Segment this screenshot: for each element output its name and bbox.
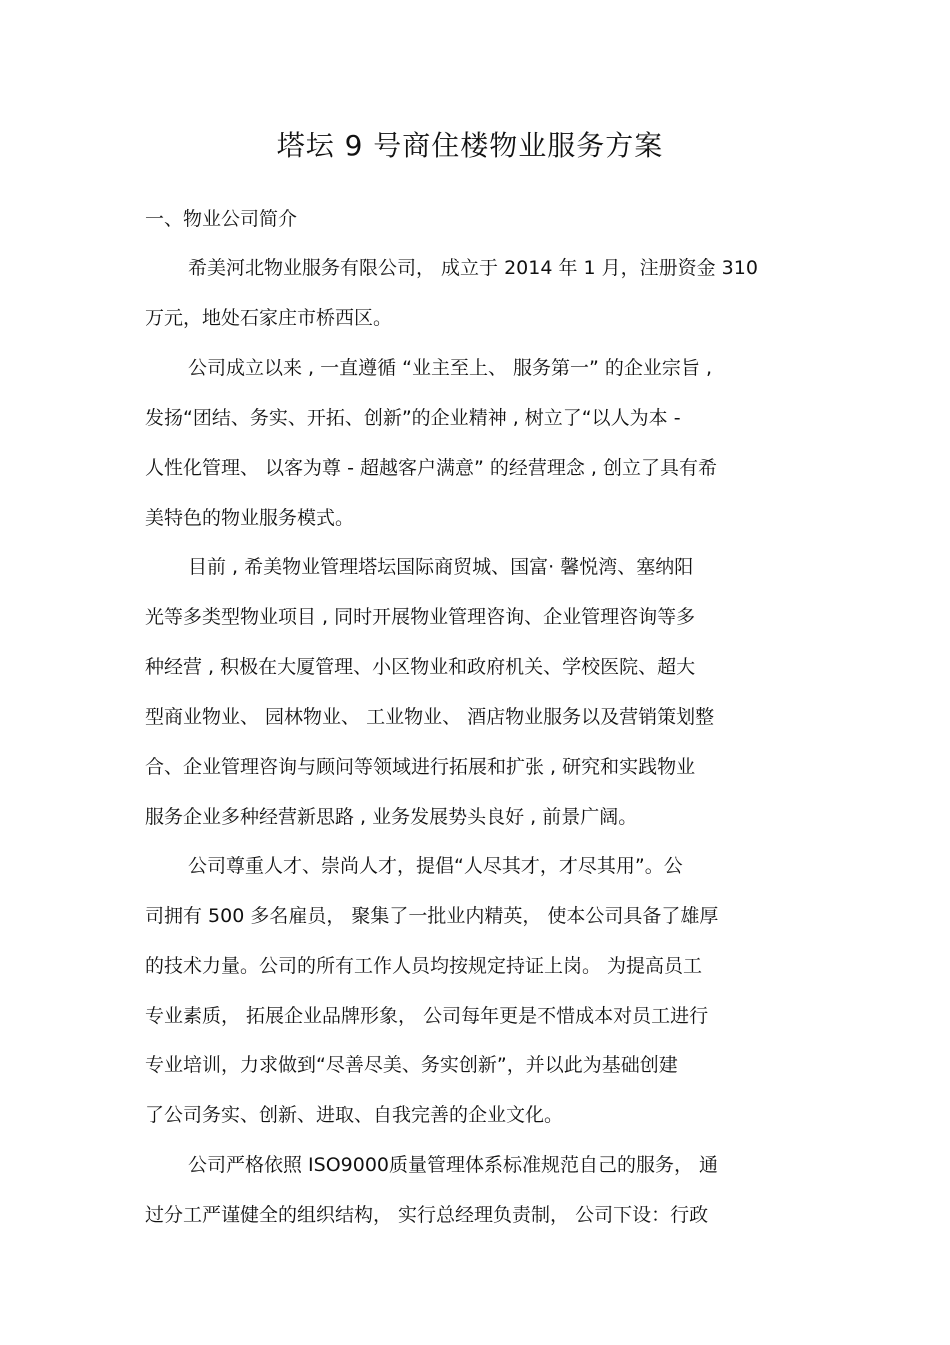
paragraph-line: 公司成立以来 , 一直遵循 “业主至上、 服务第一” 的企业宗旨 ,: [188, 357, 713, 379]
paragraph-line: 了公司务实、创新、进取、自我完善的企业文化。: [145, 1104, 564, 1126]
paragraph-line: 司拥有 500 多名雇员， 聚集了一批业内精英， 使本公司具备了雄厚: [145, 905, 719, 927]
paragraph-line: 发扬“团结、务实、开拓、创新”的企业精神 , 树立了“以人为本 -: [145, 407, 681, 429]
document-title: 塔坛 9 号商住楼物业服务方案: [276, 129, 664, 162]
paragraph-line: 的技术力量。公司的所有工作人员均按规定持证上岗。 为提高员工: [145, 955, 703, 977]
paragraph-line: 希美河北物业服务有限公司， 成立于 2014 年 1 月，注册资金 310: [188, 257, 758, 279]
paragraph-line: 型商业物业、 园林物业、 工业物业、 酒店物业服务以及营销策划整: [145, 706, 715, 728]
paragraph-line: 专业培训，力求做到“尽善尽美、务实创新”，并以此为基础创建: [145, 1054, 678, 1076]
section-heading: 一、物业公司简介: [145, 208, 298, 230]
paragraph-line: 美特色的物业服务模式。: [145, 507, 355, 529]
paragraph-line: 公司尊重人才、崇尚人才，提倡“人尽其才，才尽其用”。公: [188, 855, 683, 877]
paragraph-line: 种经营 , 积极在大厦管理、小区物业和政府机关、学校医院、超大: [145, 656, 696, 678]
paragraph-line: 合、企业管理咨询与顾问等领域进行拓展和扩张 , 研究和实践物业: [145, 756, 696, 778]
paragraph-line: 过分工严谨健全的组织结构， 实行总经理负责制， 公司下设：行政: [145, 1204, 709, 1226]
paragraph-line: 万元，地处石家庄市桥西区。: [145, 307, 393, 329]
paragraph-line: 人性化管理、 以客为尊 - 超越客户满意” 的经营理念 , 创立了具有希: [145, 457, 717, 479]
paragraph-line: 光等多类型物业项目 , 同时开展物业管理咨询、企业管理咨询等多: [145, 606, 696, 628]
paragraph-line: 公司严格依照 ISO9000质量管理体系标准规范自己的服务， 通: [188, 1154, 719, 1176]
paragraph-line: 专业素质， 拓展企业品牌形象， 公司每年更是不惜成本对员工进行: [145, 1005, 709, 1027]
paragraph-line: 服务企业多种经营新思路 , 业务发展势头良好 , 前景广阔。: [145, 806, 638, 828]
paragraph-line: 目前 , 希美物业管理塔坛国际商贸城、国富· 馨悦湾、塞纳阳: [188, 556, 694, 578]
